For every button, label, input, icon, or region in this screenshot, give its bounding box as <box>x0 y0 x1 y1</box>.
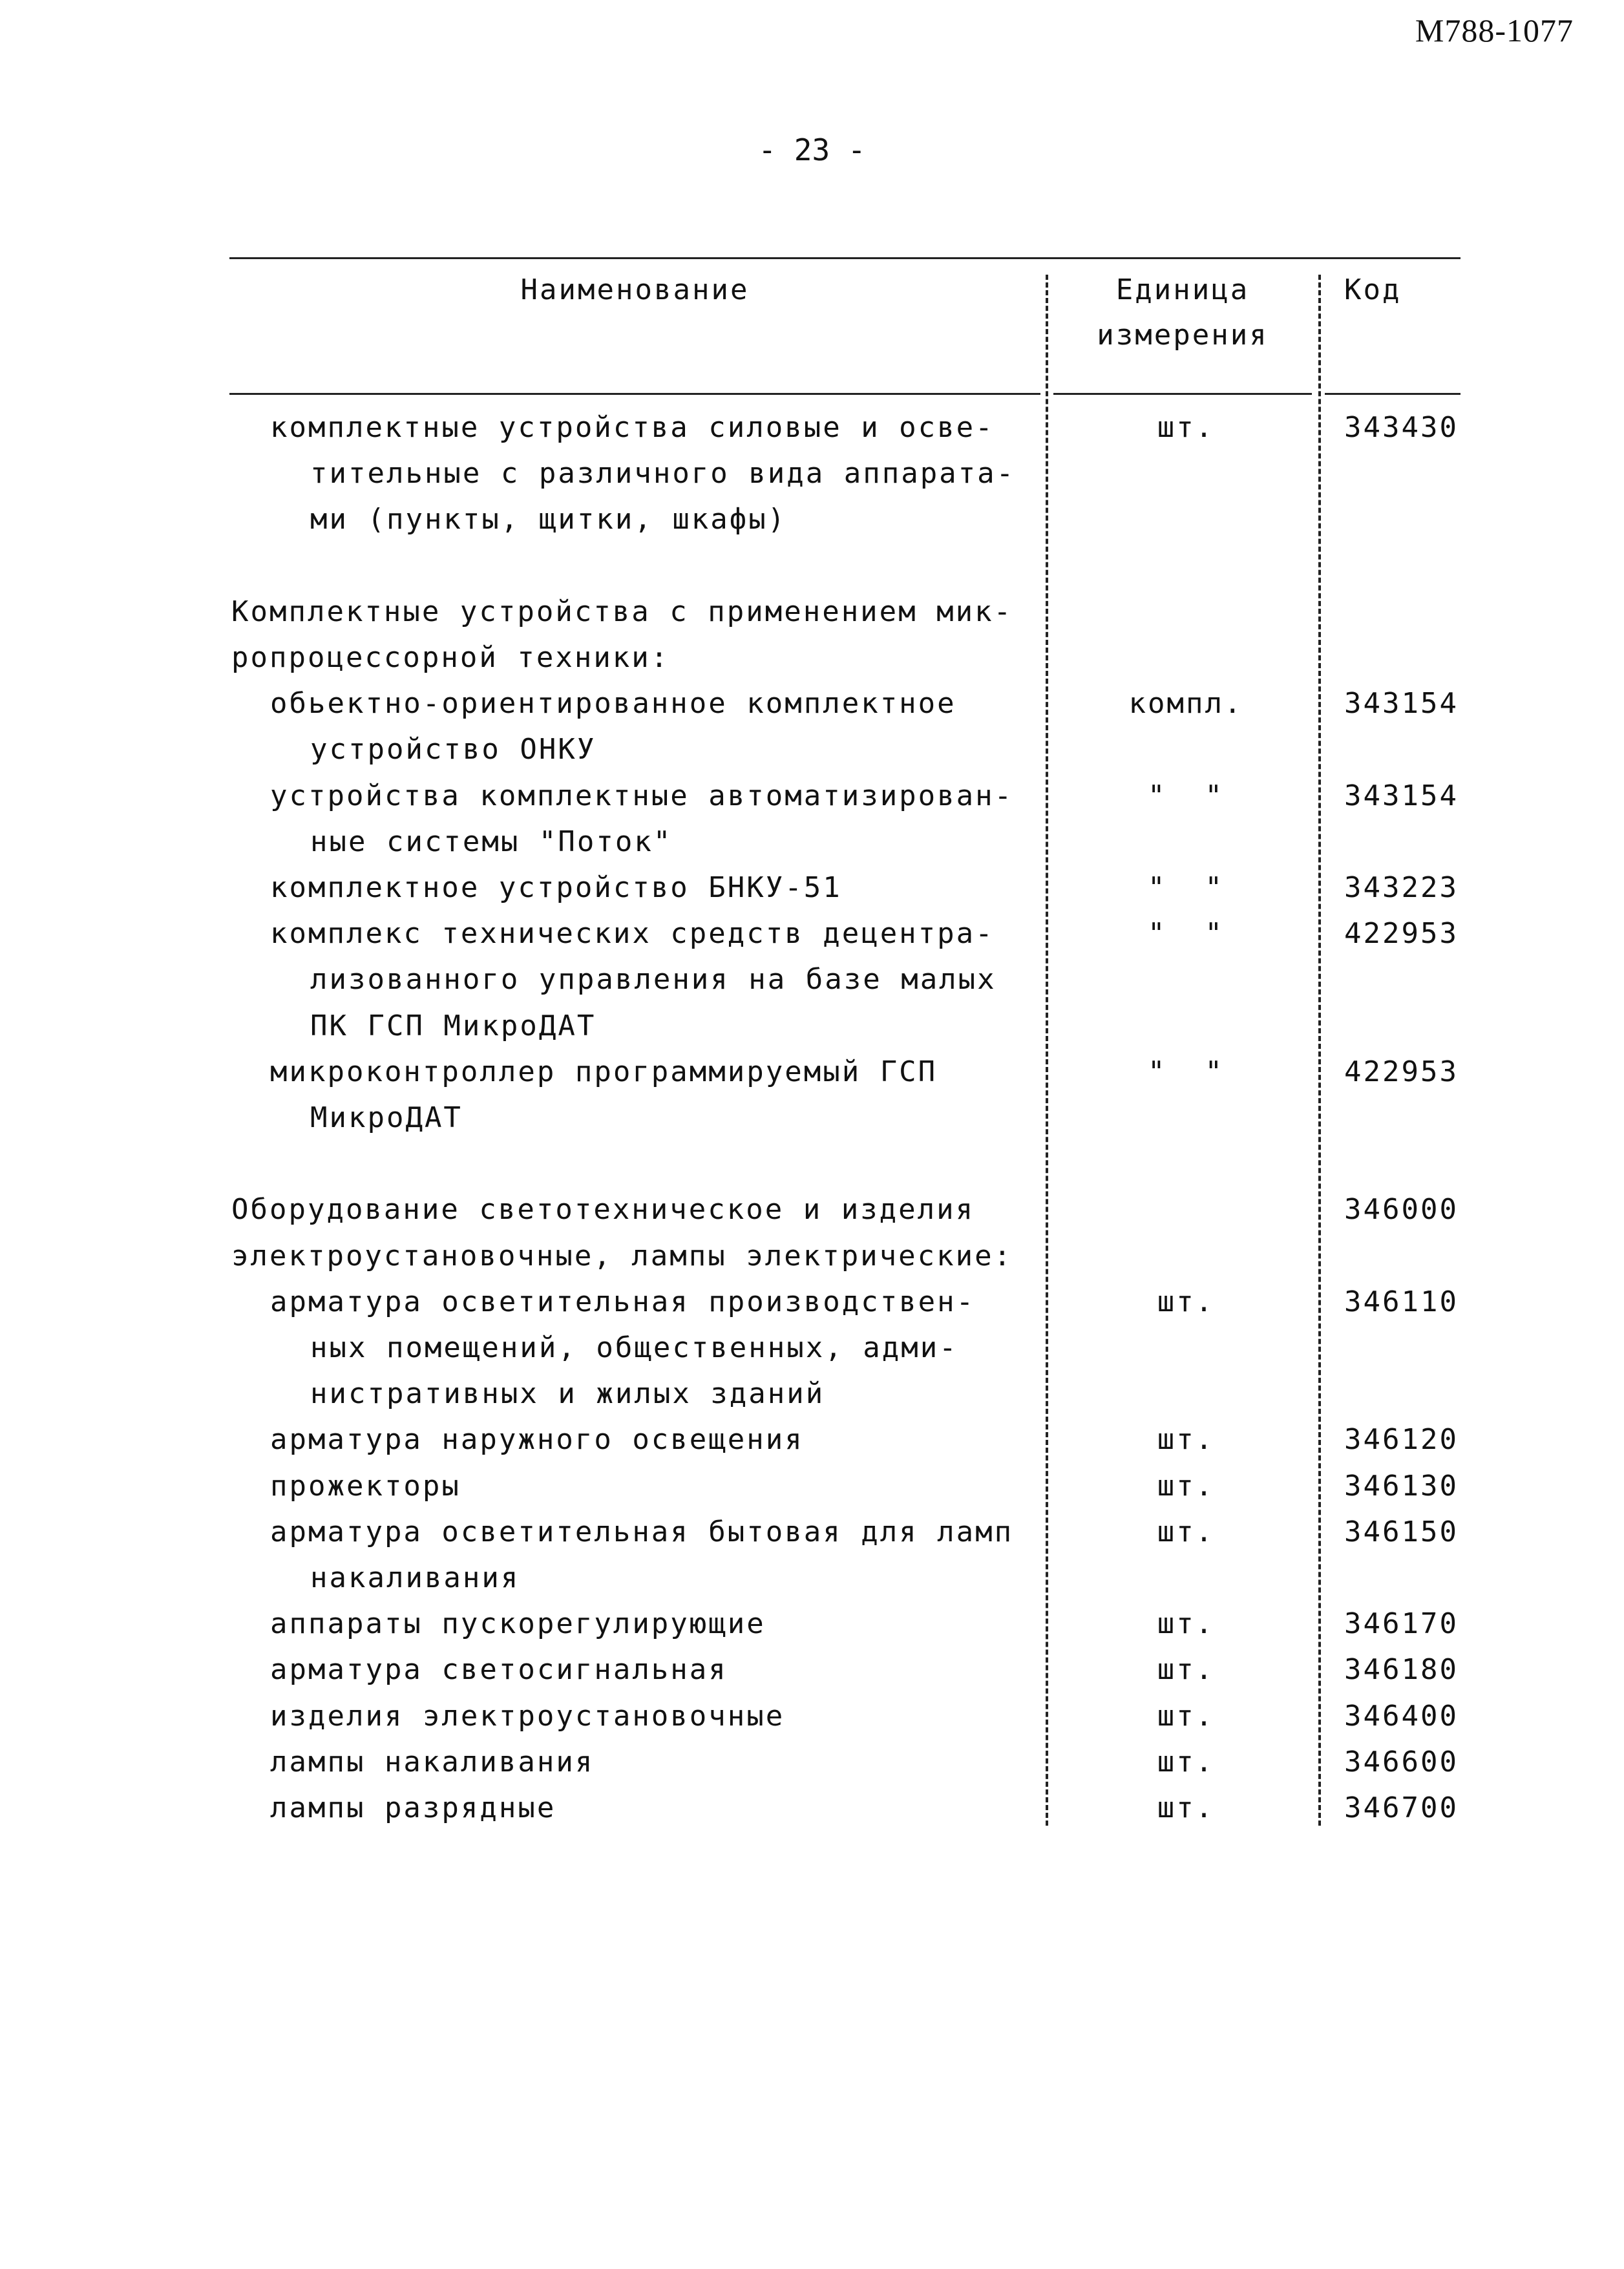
row-name-line: накаливания <box>310 1561 520 1594</box>
row-name-line: прожекторы <box>270 1469 461 1503</box>
row-code: 346120 <box>1344 1423 1459 1457</box>
row-name-line: ропроцессорной техники: <box>231 641 670 674</box>
row-unit: шт. <box>1157 1423 1215 1457</box>
header-unit-line1: Единица <box>1115 273 1250 306</box>
row-unit: " " <box>1148 917 1224 951</box>
row-name-line: комплекс технических средств децентра- <box>270 917 995 951</box>
row-name-line: ми (пункты, щитки, шкафы) <box>310 503 787 536</box>
row-name <box>270 1739 1020 1785</box>
row-unit: " " <box>1148 1055 1224 1088</box>
row-name <box>270 405 1020 543</box>
row-name <box>270 681 1020 772</box>
document-id: М788-1077 <box>1415 12 1574 48</box>
row-name <box>270 773 1020 865</box>
row-unit: шт. <box>1157 411 1215 444</box>
row-unit: " " <box>1148 779 1224 812</box>
row-name-line: ных помещений, общественных, адми- <box>310 1331 958 1364</box>
row-name <box>270 1647 1020 1693</box>
row-name-line: лампы разрядные <box>270 1791 556 1824</box>
row-name <box>270 1785 1020 1831</box>
row-code: 346000 <box>1344 1193 1459 1227</box>
row-name-line: лампы накаливания <box>270 1745 595 1778</box>
row-name <box>231 589 1020 681</box>
row-unit: шт. <box>1157 1699 1215 1733</box>
row-name-line: Комплектные устройства с применением мик- <box>231 595 1013 628</box>
row-unit: шт. <box>1157 1285 1215 1318</box>
header-bottom-rule-unit <box>1053 393 1312 395</box>
row-name <box>270 1509 1020 1601</box>
row-unit: шт. <box>1157 1469 1215 1503</box>
row-unit: шт. <box>1157 1791 1215 1824</box>
row-name <box>270 1693 1020 1739</box>
row-name-line: электроустановочные, лампы электрические: <box>231 1239 1013 1272</box>
row-code: 343154 <box>1344 779 1459 812</box>
row-name-line: лизованного управления на базе малых <box>310 963 997 997</box>
row-name-line: ные системы "Поток" <box>310 825 673 858</box>
row-code: 346110 <box>1344 1285 1459 1318</box>
row-name <box>231 1187 1020 1278</box>
row-name-line: комплектное устройство БНКУ-51 <box>270 871 842 904</box>
row-name-line: устройство ОНКУ <box>310 733 596 766</box>
row-unit: шт. <box>1157 1607 1215 1641</box>
row-name-line: нистративных и жилых зданий <box>310 1377 825 1411</box>
row-unit: " " <box>1148 871 1224 904</box>
row-unit: шт. <box>1157 1653 1215 1687</box>
row-name-line: арматура осветительная производствен- <box>270 1285 976 1318</box>
header-bottom-rule-name <box>229 393 1040 395</box>
row-name-line: микроконтроллер программируемый ГСП <box>270 1055 938 1088</box>
table-top-rule <box>229 257 1461 259</box>
row-code: 346400 <box>1344 1699 1459 1733</box>
row-code: 346170 <box>1344 1607 1459 1641</box>
row-name <box>270 1417 1020 1462</box>
row-name <box>270 865 1020 911</box>
row-name-line: МикроДАТ <box>310 1101 463 1134</box>
row-name-line: комплектные устройства силовые и осве- <box>270 411 995 444</box>
header-code: Код <box>1344 273 1402 306</box>
row-name-line: арматура осветительная бытовая для ламп <box>270 1515 1014 1548</box>
row-name-line: устройства комплектные автоматизирован- <box>270 779 1014 812</box>
row-name-line: арматура светосигнальная <box>270 1653 728 1687</box>
header-bottom-rule-code <box>1325 393 1461 395</box>
row-unit: шт. <box>1157 1515 1215 1548</box>
row-name <box>270 1601 1020 1647</box>
header-name: Наименование <box>520 273 750 306</box>
row-code: 343154 <box>1344 687 1459 721</box>
row-code: 346180 <box>1344 1653 1459 1687</box>
row-code: 346600 <box>1344 1745 1459 1778</box>
row-name-line: аппараты пускорегулирующие <box>270 1607 766 1641</box>
row-code: 422953 <box>1344 917 1459 951</box>
row-name-line: изделия электроустановочные <box>270 1699 785 1733</box>
row-name <box>270 911 1020 1049</box>
row-name-line: обьектно-ориентированное комплектное <box>270 687 956 721</box>
column-separator-1 <box>1046 275 1048 1826</box>
row-name <box>270 1463 1020 1509</box>
row-unit: шт. <box>1157 1745 1215 1778</box>
row-name <box>270 1049 1020 1141</box>
row-name-line: арматура наружного освещения <box>270 1423 804 1457</box>
column-separator-2 <box>1318 275 1321 1826</box>
row-name-line: Оборудование светотехническое и изделия <box>231 1193 975 1227</box>
row-code: 346150 <box>1344 1515 1459 1548</box>
row-name-line: ПК ГСП МикроДАТ <box>310 1009 596 1042</box>
page-number: - 23 - <box>758 132 866 167</box>
row-name <box>270 1279 1020 1417</box>
row-code: 422953 <box>1344 1055 1459 1088</box>
row-code: 346700 <box>1344 1791 1459 1824</box>
row-unit: компл. <box>1128 687 1243 721</box>
row-name-line: тительные с различного вида аппарата- <box>310 457 1016 491</box>
row-code: 346130 <box>1344 1469 1459 1503</box>
row-code: 343430 <box>1344 411 1459 444</box>
header-unit-line2: измерения <box>1097 319 1269 352</box>
row-code: 343223 <box>1344 871 1459 904</box>
